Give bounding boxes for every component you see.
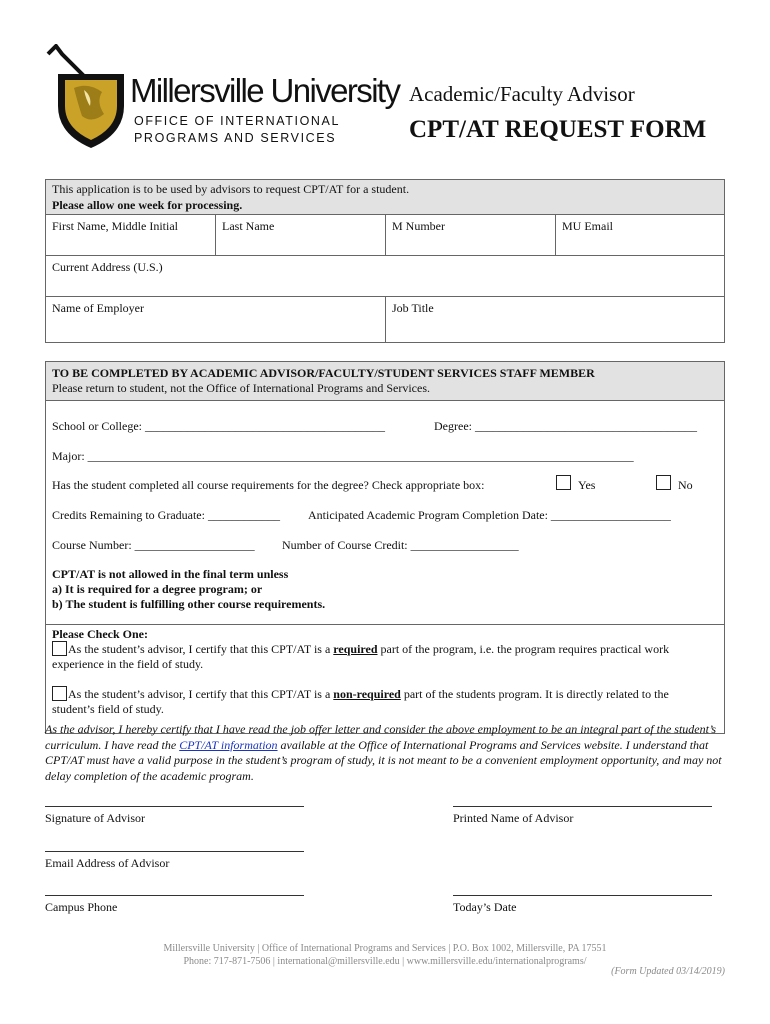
- yes-checkbox[interactable]: [556, 475, 571, 490]
- todays-date-label[interactable]: Today’s Date: [453, 900, 517, 914]
- intro-bold-text: Please allow one week for processing.: [52, 198, 243, 212]
- credits-remaining-field[interactable]: Credits Remaining to Graduate: ____________: [52, 508, 280, 522]
- m-number-field[interactable]: M Number: [392, 219, 445, 233]
- signature-label[interactable]: Signature of Advisor: [45, 811, 145, 825]
- certification-text: As the advisor, I hereby certify that I have read the job offer letter and consider the above employment to be an integral part of the student’s curriculum. I have read the CPT/AT information available at the Office of International Programs and Services website. I understand that CPT/AT must have a valid purpose in the student’s program of study, it is not meant to be a convenient employment opportunity, and may not delay completion of the academic program.: [45, 722, 722, 783]
- no-checkbox[interactable]: [656, 475, 671, 490]
- intro-text: This application is to be used by advisors to request CPT/AT for a student.: [52, 182, 410, 196]
- current-address-field[interactable]: Current Address (U.S.): [52, 260, 163, 274]
- advisor-section-subheading: Please return to student, not the Office of International Programs and Services.: [52, 381, 431, 395]
- non-required-checkbox[interactable]: [52, 686, 67, 701]
- completion-date-field[interactable]: Anticipated Academic Program Completion Date: ____________________: [308, 508, 671, 522]
- rule-line-2: a) It is required for a degree program; or: [52, 582, 263, 596]
- major-field[interactable]: Major: ___________________________________________________________________________________________: [52, 449, 634, 463]
- rule-line-1: CPT/AT is not allowed in the final term unless: [52, 567, 289, 581]
- mu-email-field[interactable]: MU Email: [562, 219, 613, 233]
- university-name: Millersville University: [130, 72, 400, 109]
- required-option-text: As the student’s advisor, I certify that this CPT/AT is a required part of the program, i.e. the program requires practical work: [68, 642, 670, 656]
- form-updated-note: (Form Updated 03/14/2019): [611, 966, 725, 977]
- employer-field[interactable]: Name of Employer: [52, 301, 144, 315]
- office-name-line1: OFFICE OF INTERNATIONAL: [134, 114, 341, 128]
- job-title-field[interactable]: Job Title: [392, 301, 434, 315]
- campus-phone-label[interactable]: Campus Phone: [45, 900, 118, 914]
- check-one-label: Please Check One:: [52, 627, 148, 641]
- footer-address: Millersville University | Office of International Programs and Services | P.O. Box 1002, Millersville, PA 17551: [163, 943, 607, 954]
- course-number-field[interactable]: Course Number: ____________________: [52, 538, 255, 552]
- school-field[interactable]: School or College: ________________________________________: [52, 419, 385, 433]
- first-name-field[interactable]: First Name, Middle Initial: [52, 219, 178, 233]
- rule-line-3: b) The student is fulfilling other course requirements.: [52, 597, 326, 611]
- form-title: CPT/AT REQUEST FORM: [409, 116, 707, 143]
- last-name-field[interactable]: Last Name: [222, 219, 275, 233]
- printed-name-label[interactable]: Printed Name of Advisor: [453, 811, 574, 825]
- advisor-section-heading: TO BE COMPLETED BY ACADEMIC ADVISOR/FACULTY/STUDENT SERVICES STAFF MEMBER: [52, 366, 595, 380]
- footer-contact: Phone: 717-871-7506 | international@millersville.edu | www.millersville.edu/internationalprograms/: [183, 956, 587, 967]
- non-required-option-text: As the student’s advisor, I certify that this CPT/AT is a non-required part of the students program. It is directly related to the: [68, 687, 669, 701]
- email-label[interactable]: Email Address of Advisor: [45, 856, 170, 870]
- office-name-line2: PROGRAMS AND SERVICES: [134, 131, 337, 145]
- course-credit-field[interactable]: Number of Course Credit: __________________: [282, 538, 519, 552]
- no-label: No: [678, 478, 693, 492]
- yes-label: Yes: [578, 478, 596, 492]
- shield-icon: [44, 44, 134, 154]
- degree-field[interactable]: Degree: _____________________________________: [434, 419, 697, 433]
- requirements-question: Has the student completed all course requirements for the degree? Check appropriate box:: [52, 478, 485, 492]
- form-subtitle: Academic/Faculty Advisor: [409, 82, 635, 106]
- cpt-info-link[interactable]: CPT/AT information: [179, 737, 278, 752]
- required-option-text-cont: experience in the field of study.: [52, 657, 204, 671]
- required-checkbox[interactable]: [52, 641, 67, 656]
- non-required-option-text-cont: student’s field of study.: [52, 702, 164, 716]
